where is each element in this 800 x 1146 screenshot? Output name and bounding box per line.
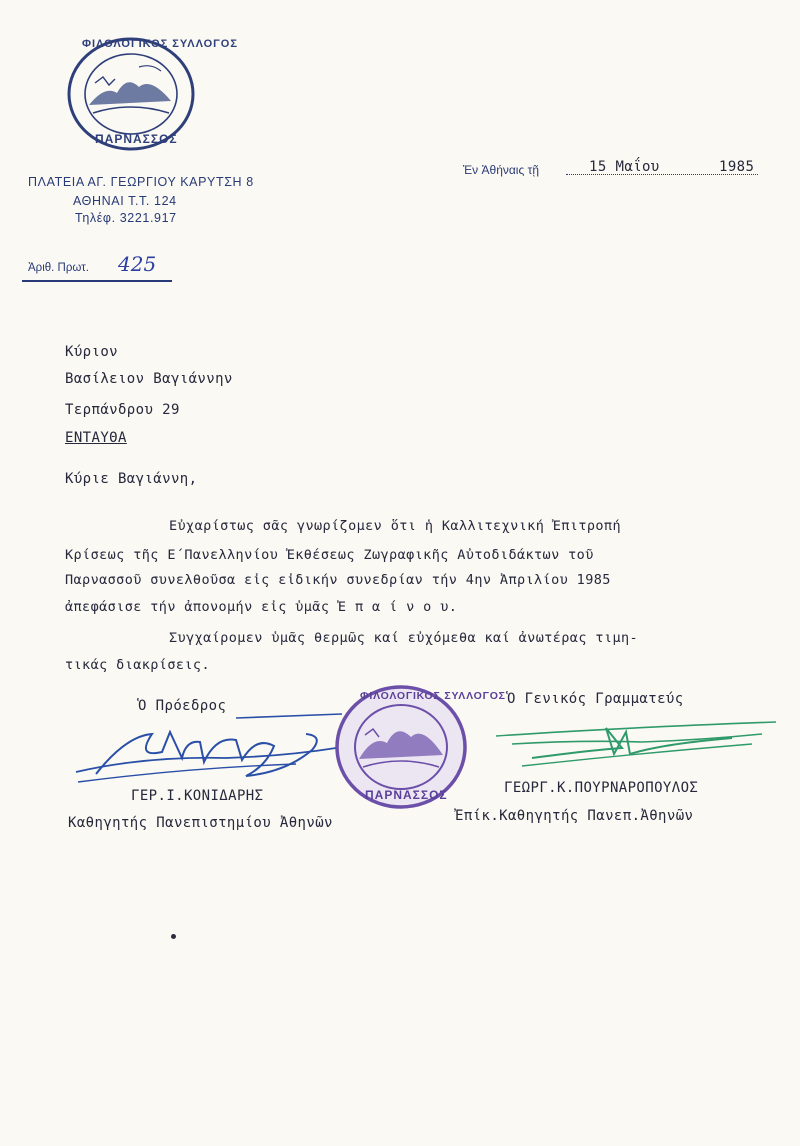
date-prefix: Ἐν Ἀθήναις τῇ xyxy=(463,163,539,177)
president-signature xyxy=(66,706,348,788)
body-line-3: Παρνασσοῦ συνελθοῦσα εἰς εἰδικήν συνεδρίαν τήν 4ην Ἀπριλίου 1985 xyxy=(65,572,611,588)
secretary-signature xyxy=(492,714,782,774)
body-line-4: ἀπεφάσισε τήν ἀπονομήν εἰς ὑμᾶς Ἐ π α ί ν ο υ. xyxy=(65,599,458,615)
president-role: Ὁ Πρόεδρος xyxy=(138,698,227,714)
seal-text-bottom: ΠΑΡΝΑΣΣΟΣ xyxy=(95,132,178,146)
secretary-role: Ὁ Γενικός Γραμματεύς xyxy=(507,691,684,707)
phone-number: Τηλέφ. 3221.917 xyxy=(75,211,177,225)
president-name: ΓΕΡ.Ι.ΚΟΝΙΔΑΡΗΣ xyxy=(131,788,264,804)
recipient-name: Βασίλειον Βαγιάννην xyxy=(65,371,233,387)
secretary-title: Ἐπίκ.Καθηγητής Πανεπ.Ἀθηνῶν xyxy=(455,808,694,824)
body-line-2: Κρίσεως τῆς Ε΄Πανελληνίου Ἐκθέσεως Ζωγραφικῆς Αὐτοδιδάκτων τοῦ xyxy=(65,547,594,563)
seal-text-top: ΦΙΛΟΛΟΓΙΚΟΣ ΣΥΛΛΟΓΟΣ xyxy=(82,38,238,50)
address-line1: ΠΛΑΤΕΙΑ ΑΓ. ΓΕΩΡΓΙΟΥ ΚΑΡΥΤΣΗ 8 xyxy=(28,175,254,189)
protocol-rule xyxy=(22,280,172,282)
body-line-6: τικάς διακρίσεις. xyxy=(65,657,210,673)
body-line-5: Συγχαίρομεν ὑμᾶς θερμῶς καί εὐχόμεθα καί ἀνωτέρας τιμη- xyxy=(169,630,639,646)
protocol-number: 425 xyxy=(118,252,157,276)
greeting: Κύριε Βαγιάννη, xyxy=(65,471,198,487)
president-title: Καθηγητής Πανεπιστημίου Ἀθηνῶν xyxy=(68,815,333,831)
recipient-title: Κύριον xyxy=(65,344,118,360)
secretary-name: ΓΕΩΡΓ.Κ.ΠΟΥΡΝΑΡΟΠΟΥΛΟΣ xyxy=(504,780,699,796)
recipient-street: Τερπάνδρου 29 xyxy=(65,402,180,418)
address-line2: ΑΘΗΝΑΙ Τ.Τ. 124 xyxy=(73,194,177,208)
ink-dot xyxy=(171,934,176,939)
date-day-month: 15 Μαΐου xyxy=(589,159,660,175)
recipient-city: ΕΝΤΑΥΘΑ xyxy=(65,430,127,446)
body-line-1: Εὐχαρίστως σᾶς γνωρίζομεν ὅτι ἡ Καλλιτεχνική Ἐπιτροπή xyxy=(169,518,621,534)
protocol-label: Ἀριθ. Πρωτ. xyxy=(28,262,89,274)
date-year: 1985 xyxy=(719,159,755,175)
stamp-text-top: ΦΙΛΟΛΟΓΙΚΟΣ ΣΥΛΛΟΓΟΣ xyxy=(360,690,506,702)
stamp-text-bottom: ΠΑΡΝΑΣΣΟΣ xyxy=(365,788,448,802)
